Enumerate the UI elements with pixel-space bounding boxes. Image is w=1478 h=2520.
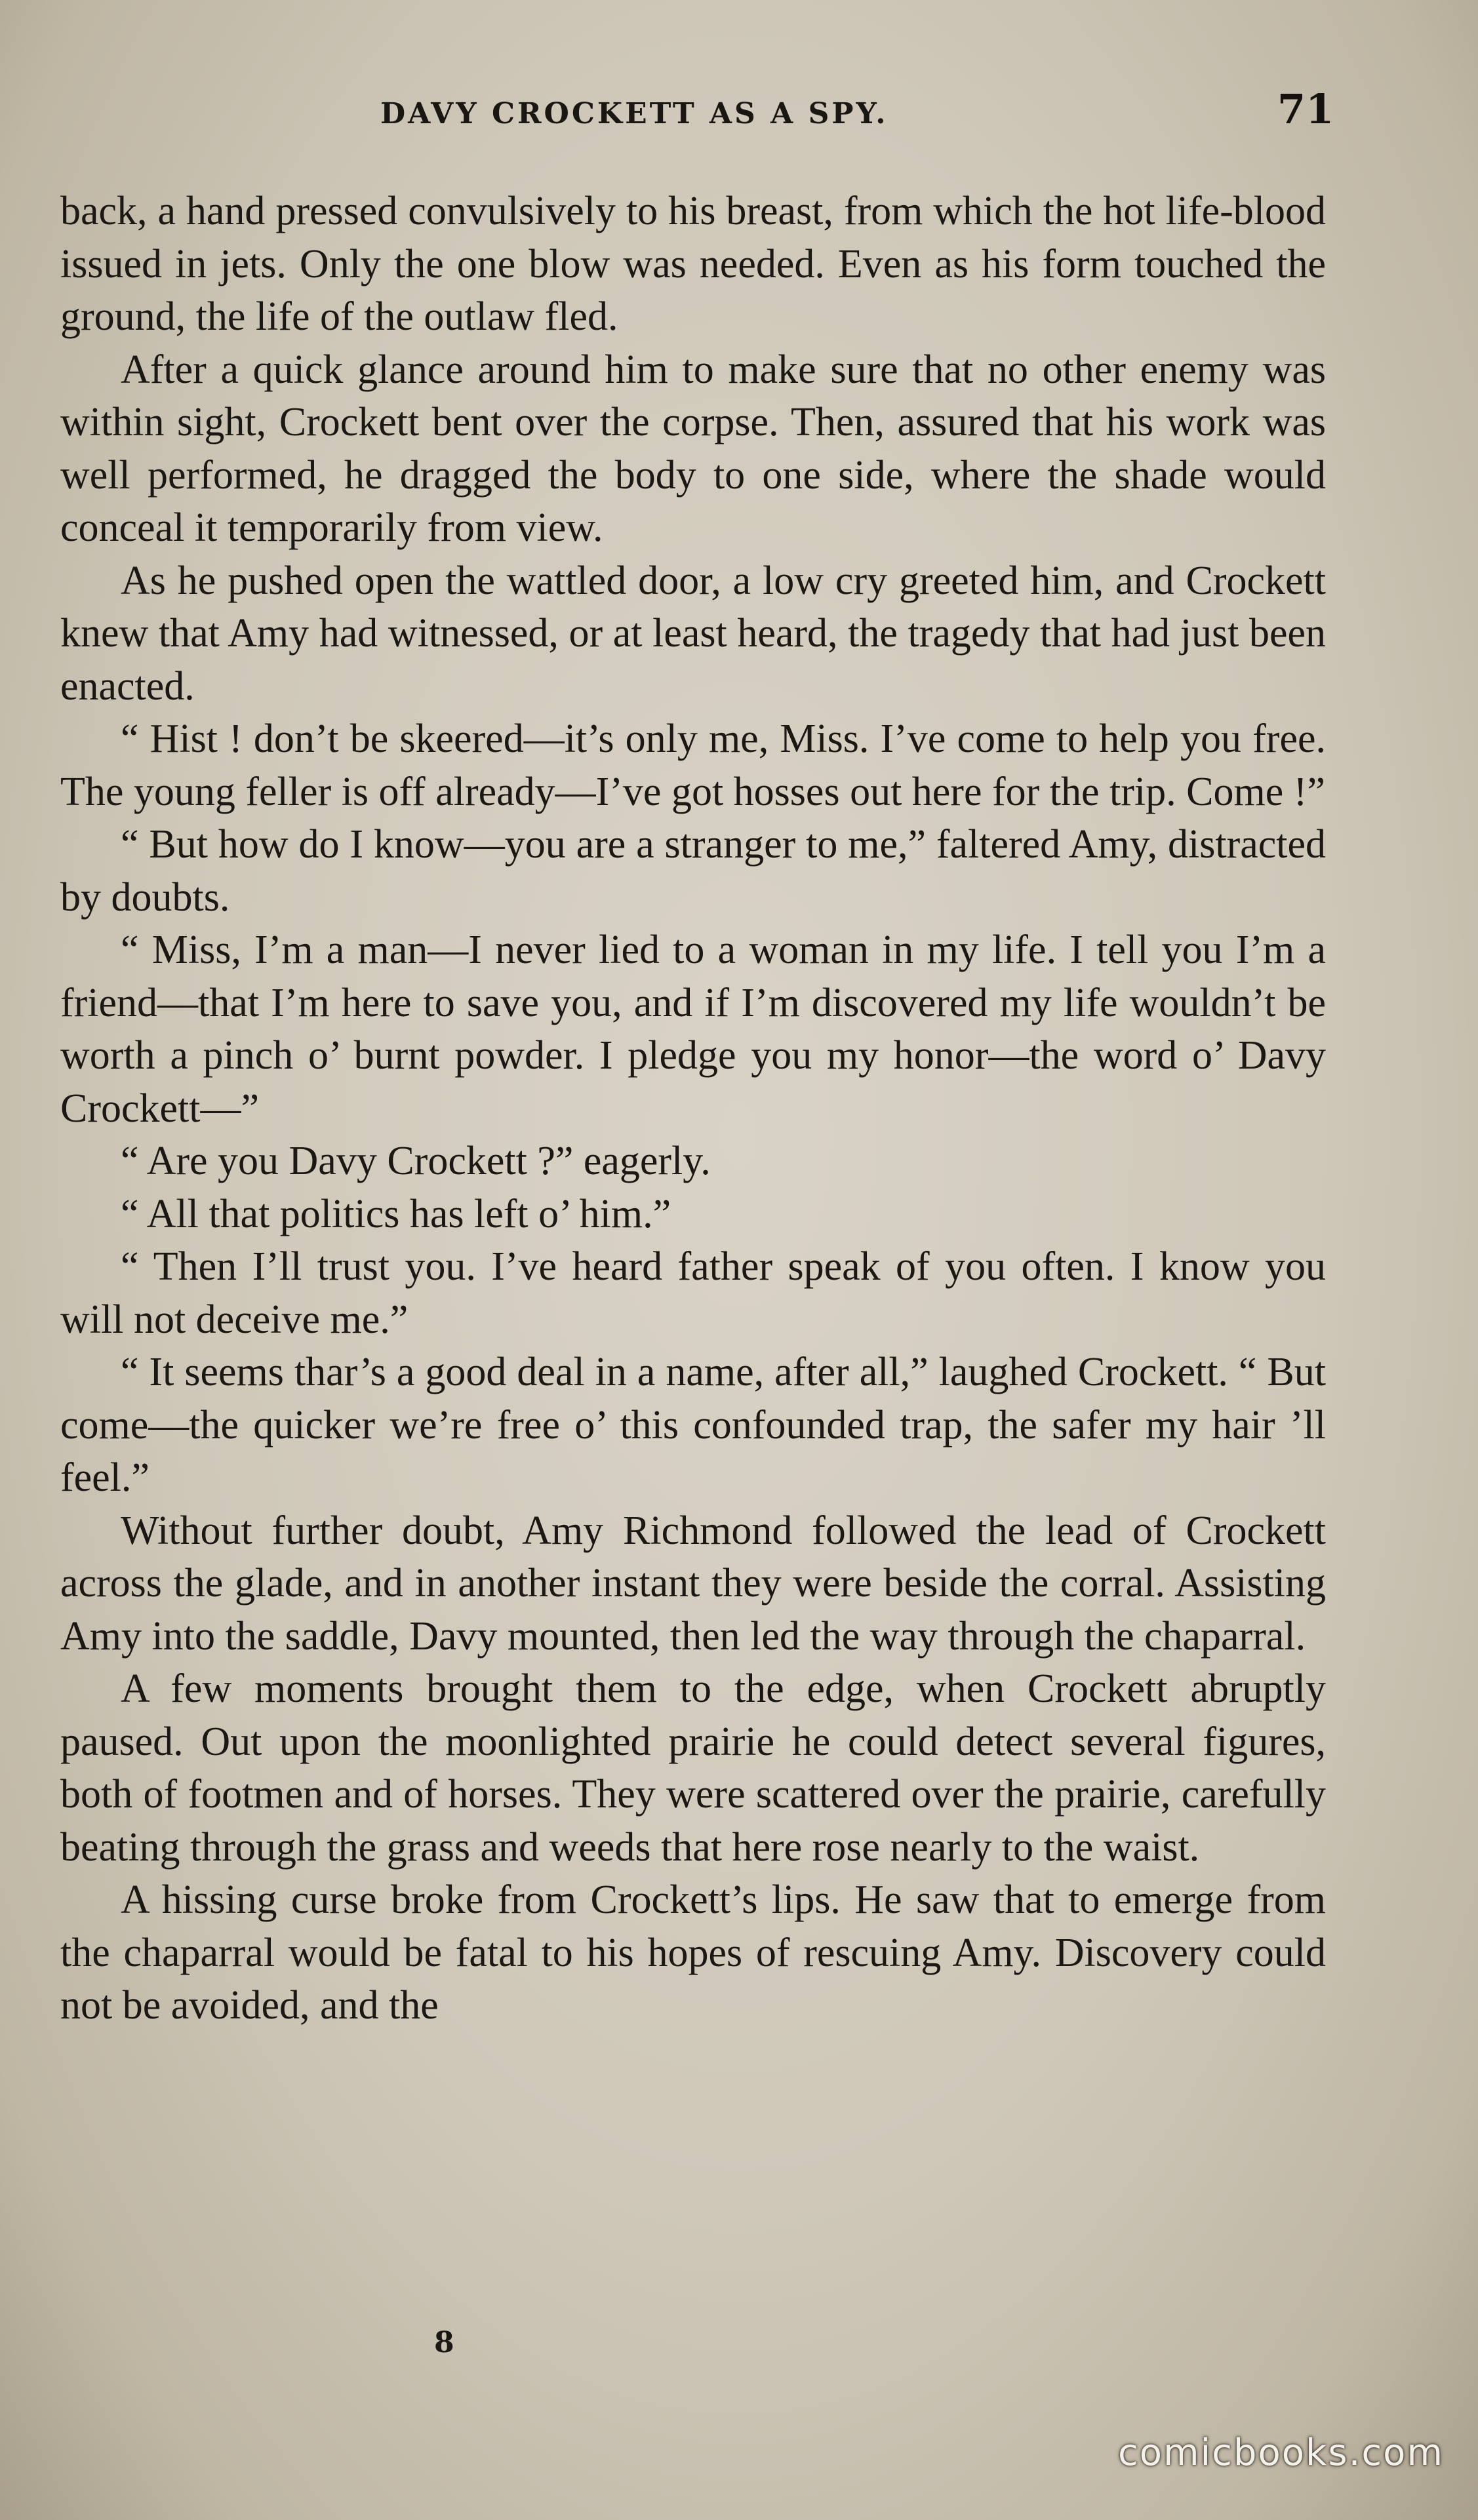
signature-mark: 8 xyxy=(434,2326,454,2359)
paragraph: “ Miss, I’m a man—I never lied to a woman in my life. I tell you I’m a friend—that I’m here to save you, and if I’m discovered my life wouldn’t be worth a pinch o’ burnt powder. I pledge you my honor—the word o’ Davy Crockett—” xyxy=(60,928,1326,1131)
paragraph: A few moments brought them to the edge, when Crockett abruptly paused. Out upon the moonlighted prairie he could detect several figures, both of footmen and of horses. They were scattered over the prairie, carefully beating through the grass and weeds that here rose nearly to the waist. xyxy=(60,1666,1326,1870)
page-number: 71 xyxy=(1277,85,1334,133)
paragraph: As he pushed open the wattled door, a low cry greeted him, and Crockett knew that Amy had witnessed, or at least heard, the tragedy that had just been enacted. xyxy=(60,558,1326,709)
paragraph: “ Hist ! don’t be skeered—it’s only me, Miss. I’ve come to help you free. The young feller is off already—I’ve got hosses out here for the trip. Come !” xyxy=(60,717,1326,814)
paragraph: A hissing curse broke from Crockett’s lips. He saw that to emerge from the chaparral would be fatal to his hopes of rescuing Amy. Discovery could not be avoided, and the xyxy=(60,1878,1326,2028)
body-text xyxy=(60,185,1326,2032)
paragraph: “ But how do I know—you are a stranger to me,” faltered Amy, distracted by doubts. xyxy=(60,822,1326,920)
paragraph: “ Are you Davy Crockett ?” eagerly. xyxy=(121,1139,711,1183)
paragraph: back, a hand pressed convulsively to his breast, from which the hot life-blood issued in jets. Only the one blow was needed. Even as his form touched the ground, the life of the outlaw fled. xyxy=(60,189,1326,339)
watermark: comicbooks.com xyxy=(1117,2431,1444,2474)
paragraph: “ All that politics has left o’ him.” xyxy=(121,1191,671,1236)
paragraph: After a quick glance around him to make sure that no other enemy was within sight, Crockett bent over the corpse. Then, assured that his work was well performed, he dragged the body to one side, where the shade would conceal it temporarily from view. xyxy=(60,347,1326,550)
paragraph: Without further doubt, Amy Richmond followed the lead of Crockett across the glade, and in another instant they were beside the corral. Assisting Amy into the saddle, Davy mounted, then led the way through the chaparral. xyxy=(60,1508,1326,1659)
page-header xyxy=(0,85,1478,138)
paragraph: “ It seems thar’s a good deal in a name, after all,” laughed Crockett. “ But come—the quicker we’re free o’ this confounded trap, the safer my hair ’ll feel.” xyxy=(60,1350,1326,1500)
running-head: DAVY CROCKETT AS A SPY. xyxy=(380,97,889,130)
paragraph: “ Then I’ll trust you. I’ve heard father speak of you often. I know you will not deceive me.” xyxy=(60,1244,1326,1342)
